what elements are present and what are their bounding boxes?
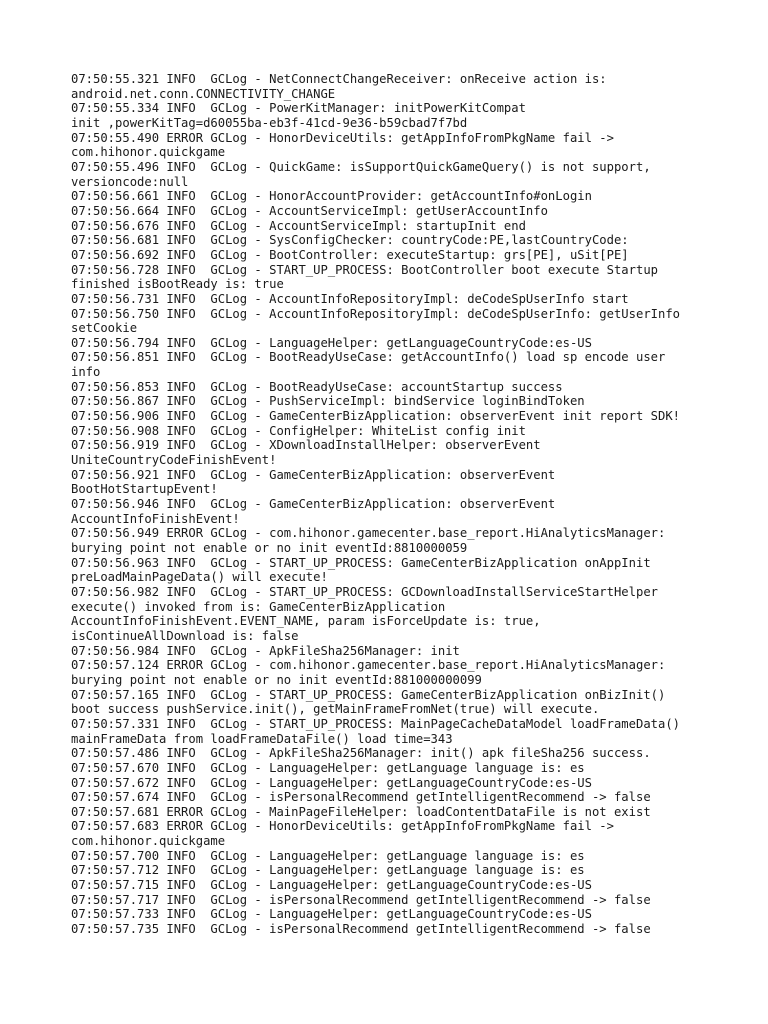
log-line: AccountInfoFinishEvent! xyxy=(71,511,240,526)
log-line: 07:50:56.728 INFO GCLog - START_UP_PROCESS: BootController boot execute Startup xyxy=(71,262,658,277)
log-line: 07:50:55.334 INFO GCLog - PowerKitManager: initPowerKitCompat xyxy=(71,101,526,116)
log-line: burying point not enable or no init eventId:8810000059 xyxy=(71,541,468,555)
log-line: 07:50:57.735 INFO GCLog - isPersonalRecommend getIntelligentRecommend -> false xyxy=(71,922,651,937)
log-line: 07:50:57.681 ERROR GCLog - MainPageFileHelper: loadContentDataFile is not exist xyxy=(71,804,651,819)
log-line: 07:50:57.712 INFO GCLog - LanguageHelper: getLanguage language is: es xyxy=(71,863,585,878)
log-line: 07:50:56.949 ERROR GCLog - com.hihonor.gamecenter.base_report.HiAnalyticsManager: xyxy=(71,526,666,541)
log-line: 07:50:55.490 ERROR GCLog - HonorDeviceUtils: getAppInfoFromPkgName fail -> xyxy=(71,130,614,145)
log-line: 07:50:55.321 INFO GCLog - NetConnectChangeReceiver: onReceive action is: xyxy=(71,72,607,86)
log-line: 07:50:56.681 INFO GCLog - SysConfigChecker: countryCode:PE,lastCountryCode: xyxy=(71,233,629,248)
log-line: 07:50:57.672 INFO GCLog - LanguageHelper: getLanguageCountryCode:es-US xyxy=(71,775,592,790)
log-line: boot success pushService.init(), getMainFrameFromNet(true) will execute. xyxy=(71,702,600,717)
log-line: setCookie xyxy=(71,321,138,336)
log-line: com.hihonor.quickgame xyxy=(71,145,226,160)
log-line: isContinueAllDownload is: false xyxy=(71,628,299,643)
log-line: 07:50:56.853 INFO GCLog - BootReadyUseCase: accountStartup success xyxy=(71,379,563,394)
log-line: 07:50:56.676 INFO GCLog - AccountServiceImpl: startupInit end xyxy=(71,218,526,233)
log-line: 07:50:56.919 INFO GCLog - XDownloadInstallHelper: observerEvent xyxy=(71,438,541,453)
log-line: 07:50:56.851 INFO GCLog - BootReadyUseCase: getAccountInfo() load sp encode user xyxy=(71,350,666,365)
log-line: 07:50:57.165 INFO GCLog - START_UP_PROCESS: GameCenterBizApplication onBizInit() xyxy=(71,687,666,702)
log-line: 07:50:56.982 INFO GCLog - START_UP_PROCESS: GCDownloadInstallServiceStartHelper xyxy=(71,584,658,599)
log-line: 07:50:56.906 INFO GCLog - GameCenterBizApplication: observerEvent init report SDK! xyxy=(71,409,681,424)
log-line: 07:50:57.715 INFO GCLog - LanguageHelper: getLanguageCountryCode:es-US xyxy=(71,878,592,893)
log-line: 07:50:56.908 INFO GCLog - ConfigHelper: WhiteList config init xyxy=(71,423,526,438)
log-line: 07:50:55.496 INFO GCLog - QuickGame: isSupportQuickGameQuery() is not support, xyxy=(71,159,651,174)
log-line: 07:50:56.984 INFO GCLog - ApkFileSha256Manager: init xyxy=(71,643,460,658)
log-line: 07:50:57.700 INFO GCLog - LanguageHelper: getLanguage language is: es xyxy=(71,848,585,863)
log-line: burying point not enable or no init eventId:881000000099 xyxy=(71,672,482,687)
log-line: UniteCountryCodeFinishEvent! xyxy=(71,453,277,468)
log-line: 07:50:57.486 INFO GCLog - ApkFileSha256Manager: init() apk fileSha256 success. xyxy=(71,746,651,761)
log-line: preLoadMainPageData() will execute! xyxy=(71,570,328,585)
log-line: 07:50:56.692 INFO GCLog - BootController: executeStartup: grs[PE], uSit[PE] xyxy=(71,247,629,262)
log-line: 07:50:56.731 INFO GCLog - AccountInfoRepositoryImpl: deCodeSpUserInfo start xyxy=(71,291,629,306)
log-line: 07:50:56.750 INFO GCLog - AccountInfoRepositoryImpl: deCodeSpUserInfo: getUserInfo xyxy=(71,306,681,321)
log-line: 07:50:56.794 INFO GCLog - LanguageHelper: getLanguageCountryCode:es-US xyxy=(71,335,592,350)
log-line: 07:50:57.124 ERROR GCLog - com.hihonor.gamecenter.base_report.HiAnalyticsManager: xyxy=(71,658,666,673)
log-line: 07:50:56.946 INFO GCLog - GameCenterBizApplication: observerEvent xyxy=(71,497,556,512)
log-line: execute() invoked from is: GameCenterBizApplication xyxy=(71,599,446,614)
log-line: 07:50:56.661 INFO GCLog - HonorAccountProvider: getAccountInfo#onLogin xyxy=(71,189,592,204)
log-line: finished isBootReady is: true xyxy=(71,277,284,292)
log-line: info xyxy=(71,365,101,380)
log-line: 07:50:57.331 INFO GCLog - START_UP_PROCESS: MainPageCacheDataModel loadFrameData() xyxy=(71,716,681,731)
log-line: 07:50:57.674 INFO GCLog - isPersonalRecommend getIntelligentRecommend -> false xyxy=(71,790,651,805)
log-line: 07:50:57.717 INFO GCLog - isPersonalRecommend getIntelligentRecommend -> false xyxy=(71,892,651,907)
log-line: versioncode:null xyxy=(71,174,189,189)
log-line: 07:50:56.921 INFO GCLog - GameCenterBizApplication: observerEvent xyxy=(71,467,556,482)
log-line: 07:50:57.670 INFO GCLog - LanguageHelper: getLanguage language is: es xyxy=(71,760,585,775)
log-line: 07:50:56.664 INFO GCLog - AccountServiceImpl: getUserAccountInfo xyxy=(71,203,548,218)
log-line: 07:50:57.683 ERROR GCLog - HonorDeviceUtils: getAppInfoFromPkgName fail -> xyxy=(71,819,614,834)
log-line: mainFrameData from loadFrameDataFile() load time=343 xyxy=(71,731,453,746)
log-line: AccountInfoFinishEvent.EVENT_NAME, param isForceUpdate is: true, xyxy=(71,614,541,629)
log-line: init ,powerKitTag=d60055ba-eb3f-41cd-9e36-b59cbad7f7bd xyxy=(71,115,468,130)
log-line: BootHotStartupEvent! xyxy=(71,482,218,497)
log-document xyxy=(71,72,731,937)
log-line: 07:50:56.963 INFO GCLog - START_UP_PROCESS: GameCenterBizApplication onAppInit xyxy=(71,555,651,570)
log-line: android.net.conn.CONNECTIVITY_CHANGE xyxy=(71,86,336,101)
log-line: com.hihonor.quickgame xyxy=(71,834,226,849)
log-line: 07:50:57.733 INFO GCLog - LanguageHelper: getLanguageCountryCode:es-US xyxy=(71,907,592,922)
log-line: 07:50:56.867 INFO GCLog - PushServiceImpl: bindService loginBindToken xyxy=(71,394,585,409)
